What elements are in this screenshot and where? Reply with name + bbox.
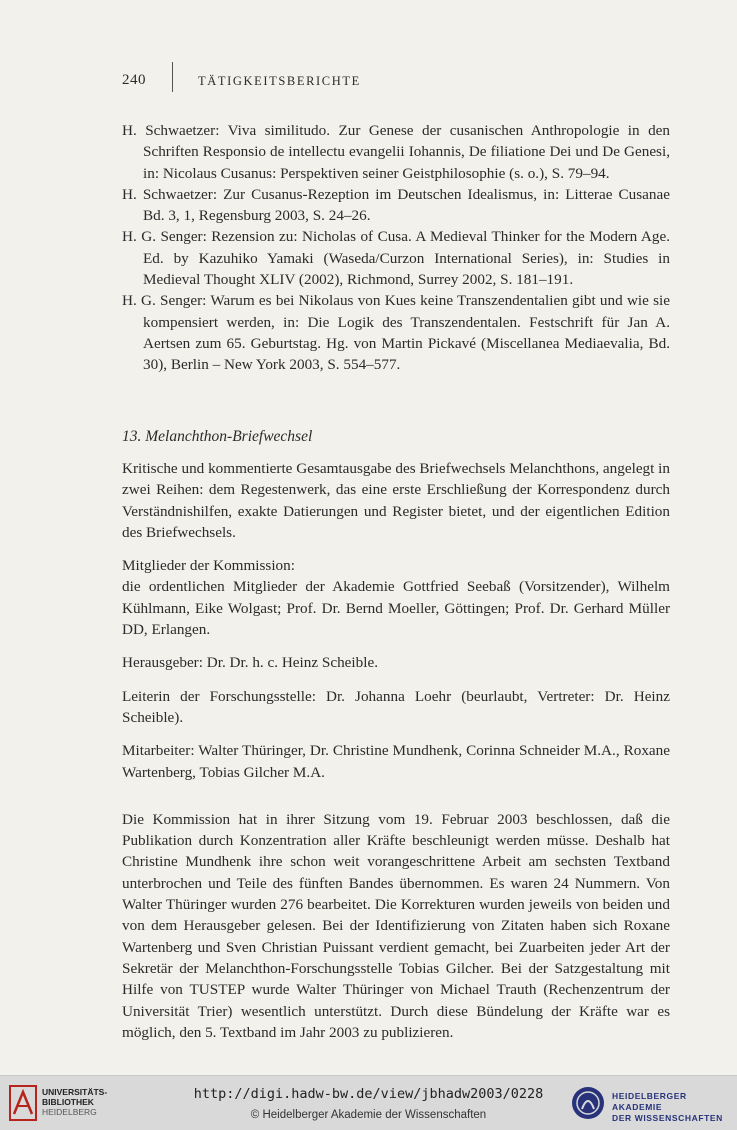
section-melanchthon xyxy=(122,428,670,1055)
running-title: TÄTIGKEITSBERICHTE xyxy=(198,74,361,88)
footer-bar xyxy=(0,1075,737,1130)
library-name-line: HEIDELBERG xyxy=(42,1107,97,1117)
reference-item: H. G. Senger: Warum es bei Nikolaus von Kues keine Transzendentalien gibt und wie sie kompensiert werden, in: Die Logik des Transzendentalen. Festschrift für Jan A. Aertsen zum 65. Geburtstag. Hg. von Martin Pickavé (Miscellanea Mediaevalia, Bd. 30), Berlin – New York 2003, S. 554–577. xyxy=(122,292,670,374)
library-name-line: BIBLIOTHEK xyxy=(42,1097,94,1107)
members-label: Mitglieder der Kommission: xyxy=(122,557,295,575)
commission-members xyxy=(122,555,670,640)
section-intro: Kritische und kommentierte Gesamtausgabe des Briefwechsels Melanchthons, angelegt in zwei Reihen: dem Regestenwerk, das eine erste Erschließung der Korrespondenz durch Verständnishilfen, exakte Datierungen und Register bietet, und der eigentlichen Edition des Briefwechsels. xyxy=(122,460,670,541)
running-head xyxy=(122,72,361,89)
permalink-url[interactable]: http://digi.hadw-bw.de/view/jbhadw2003/0228 xyxy=(193,1086,544,1102)
academy-name-line: DER WISSENSCHAFTEN xyxy=(612,1113,723,1123)
copyright-notice: © Heidelberger Akademie der Wissenschaften xyxy=(250,1109,487,1121)
staff-line: Mitarbeiter: Walter Thüringer, Dr. Christine Mundhenk, Corinna Schneider M.A., Roxane Wartenberg, Tobias Gilcher M.A. xyxy=(122,742,670,781)
reference-item: H. G. Senger: Rezension zu: Nicholas of Cusa. A Medieval Thinker for the Modern Age. Ed. by Kazuhiko Yamaki (Waseda/Curzon International Series), in: Studies in Medieval Thought XLIV (2002), Richmond, Surrey 2002, S. 181–191. xyxy=(122,228,670,289)
members-list: die ordentlichen Mitglieder der Akademie Gottfried Seebaß (Vorsitzender), Wilhelm Kühlmann, Eike Wolgast; Prof. Dr. Bernd Moeller, Göttingen; Prof. Dr. Gerhard Müller DD, Erlangen. xyxy=(122,578,670,639)
page-number: 240 xyxy=(122,72,146,88)
head-of-office: Leiterin der Forschungsstelle: Dr. Johanna Loehr (beurlaubt, Vertreter: Dr. Heinz Scheible). xyxy=(122,687,670,726)
academy-seal-icon xyxy=(570,1085,606,1121)
library-name-line: UNIVERSITÄTS- xyxy=(42,1087,108,1097)
reference-item: H. Schwaetzer: Zur Cusanus-Rezeption im Deutschen Idealismus, in: Litterae Cusanae Bd. 3, 1, Regensburg 2003, S. 24–26. xyxy=(122,185,670,225)
section-heading: 13. Melanchthon-Briefwechsel xyxy=(122,428,313,445)
academy-name xyxy=(612,1091,737,1124)
reference-list xyxy=(122,120,670,376)
report-paragraph: Die Kommission hat in ihrer Sitzung vom 19. Februar 2003 beschlossen, daß die Publikation durch Konzentration aller Kräfte beschleunigt werden müsse. Deshalb hat Christine Mundhenk ihre schon weit vorangeschrittene Arbeit am sechsten Textband unterbrochen und Teile des fünften Bandes übernommen. Es waren 24 Nummern. Von Walter Thüringer wurden 276 bearbeitet. Die Korrekturen wurden jeweils von beiden und von dem Herausgeber gelesen. Bei der Identifizierung von Zitaten haben sich Roxane Wartenberg und Sven Christian Puissant verdient gemacht, bei Zuarbeiten jeder Art der Sekretär der Melanchthon-Forschungsstelle Tobias Gilcher. Bei der Satzgestaltung mit Hilfe von TUSTEP wurde Walter Thüringer von Michael Trauth (Rechenzentrum der Universität Trier) wesentlich unterstützt. Durch diese Bündelung der Kräfte war es möglich, den 5. Textband im Jahr 2003 zu publizieren. xyxy=(122,810,670,1041)
academy-name-line: HEIDELBERGER AKADEMIE xyxy=(612,1091,687,1112)
header-divider xyxy=(172,62,173,92)
editor-line: Herausgeber: Dr. Dr. h. c. Heinz Scheible. xyxy=(122,654,378,672)
reference-item: H. Schwaetzer: Viva similitudo. Zur Genese der cusanischen Anthropologie in den Schriften Responsio de intellectu evangelii Iohannis, De filiatione Dei und De Genesi, in: Nicolaus Cusanus: Perspektiven seiner Geistphilosophie (s. o.), S. 79–94. xyxy=(122,122,670,182)
